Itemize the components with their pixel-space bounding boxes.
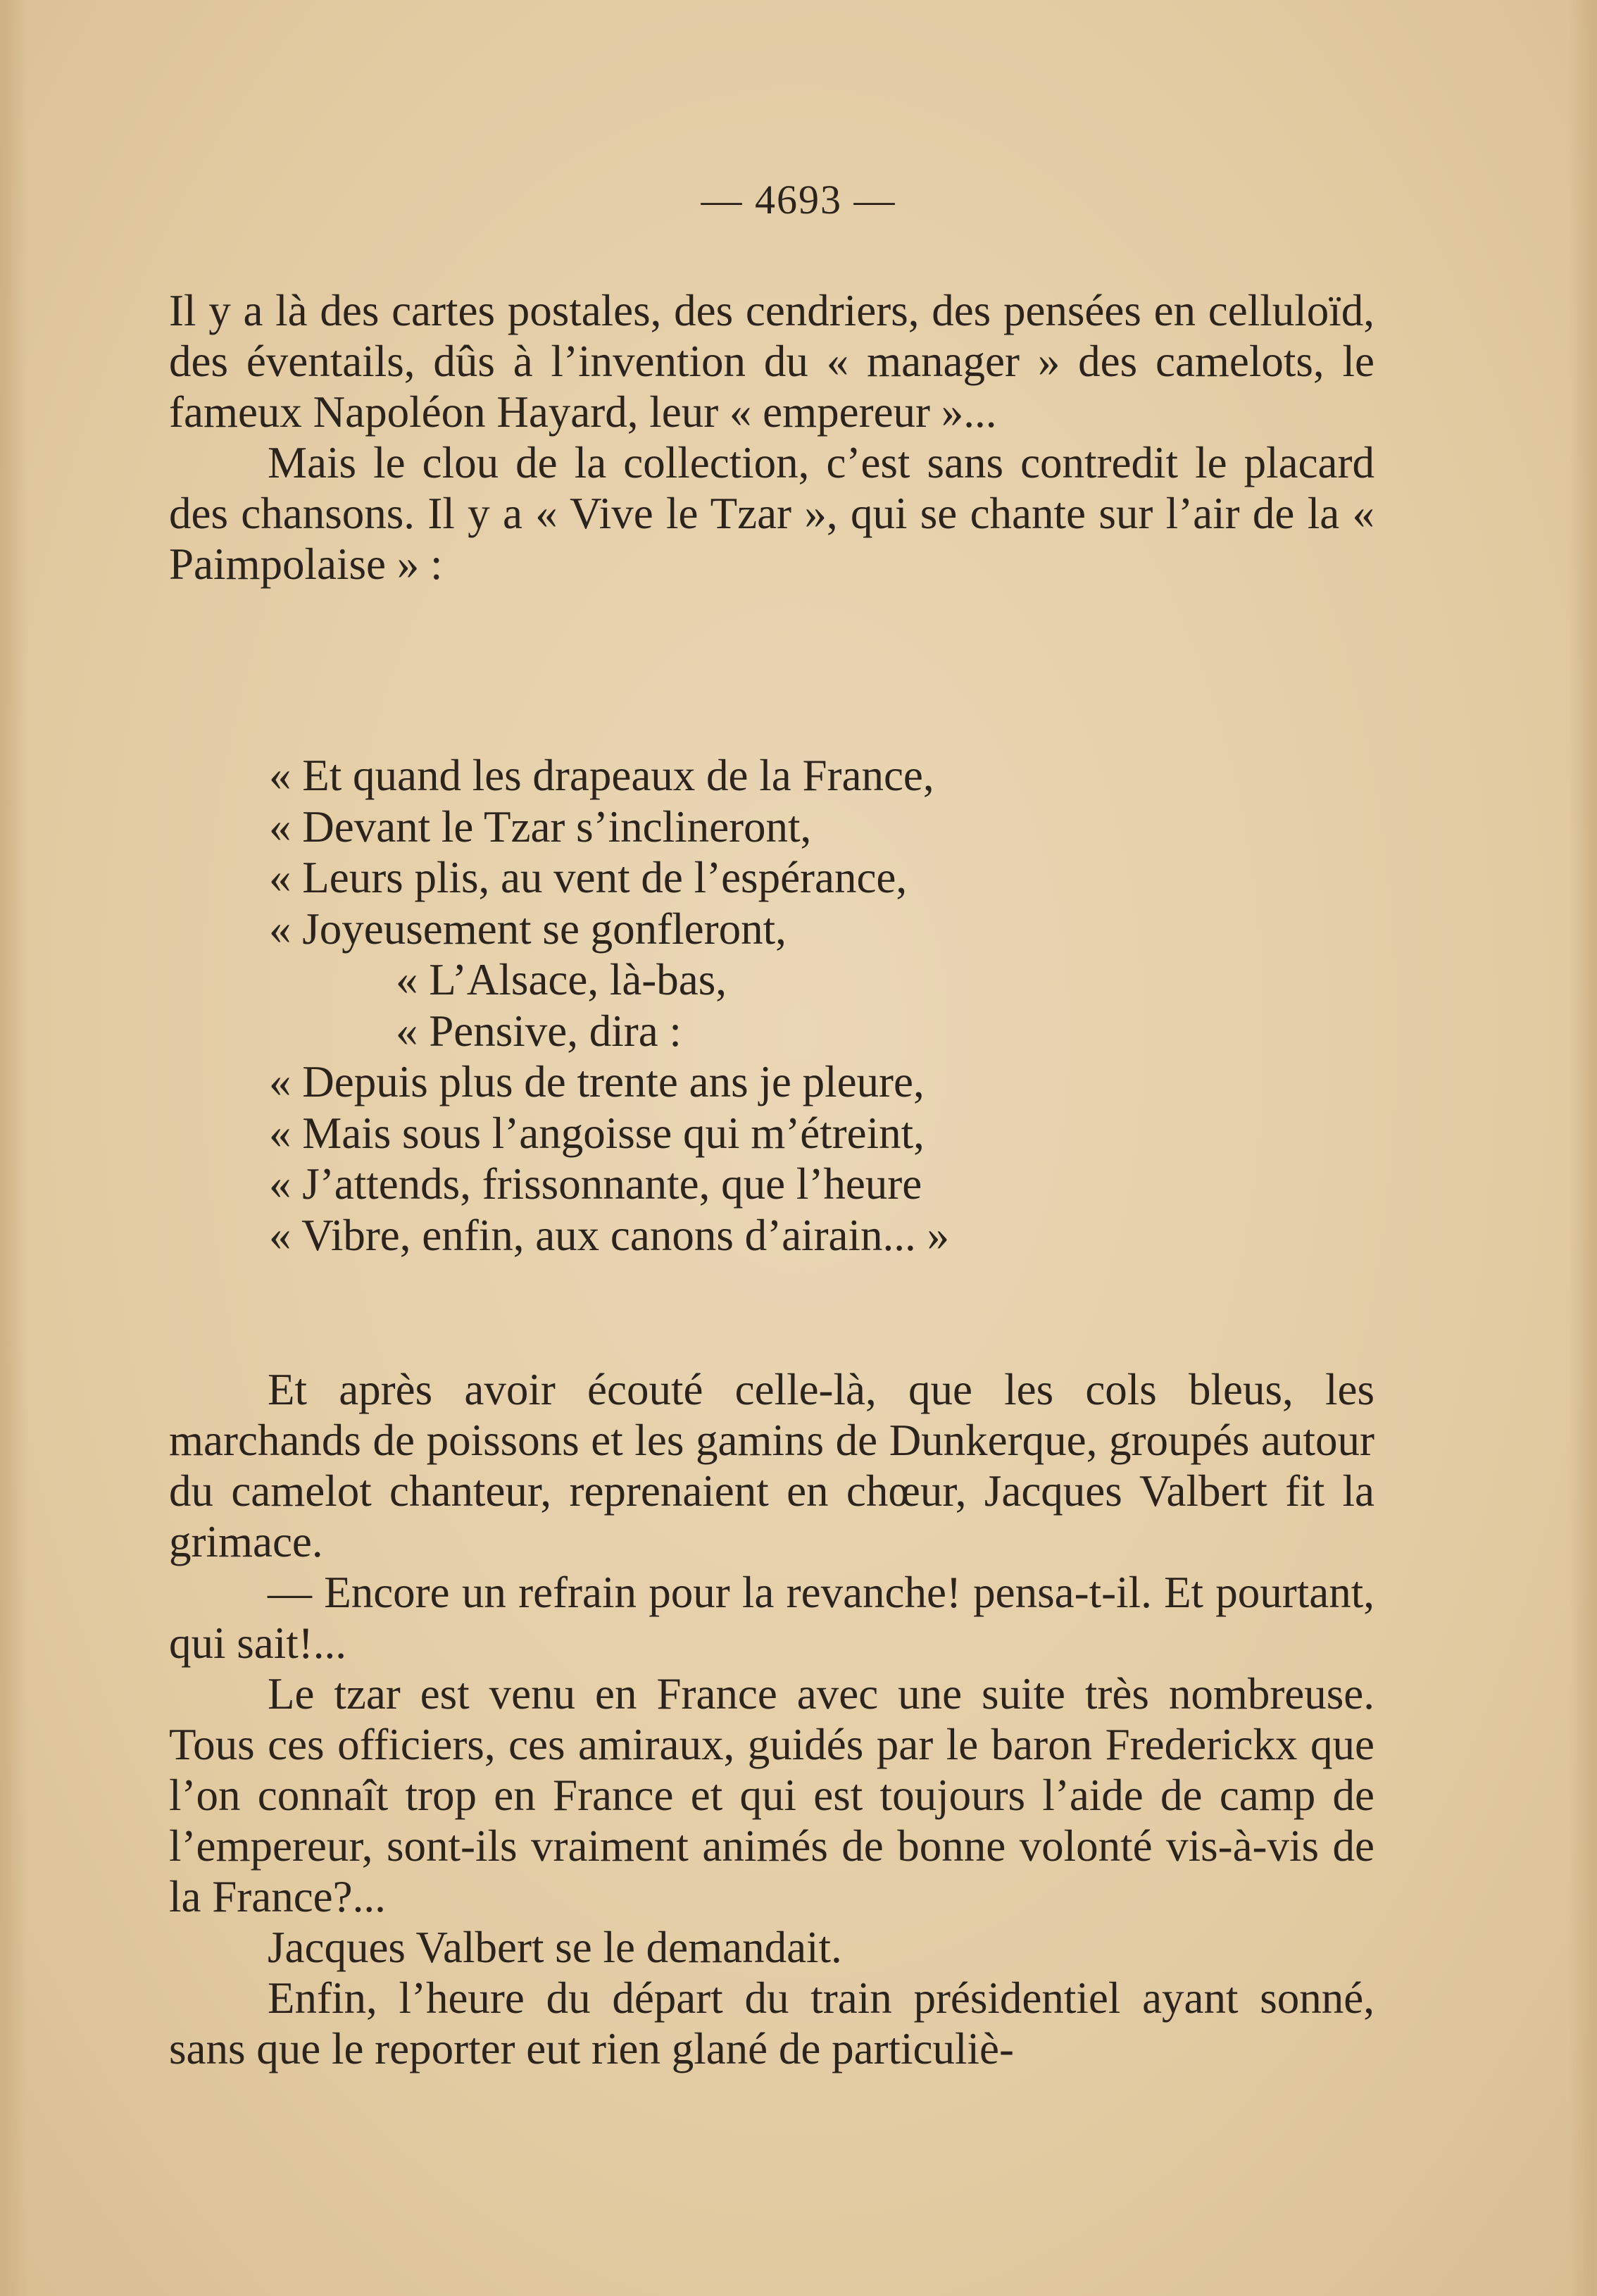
paragraph: Enfin, l’heure du départ du train présidentiel ayant sonné, sans que le reporter eut rien glané de particuliè- xyxy=(169,1973,1374,2073)
verse-line: « Et quand les drapeaux de la France, xyxy=(269,751,934,800)
paragraph: Et après avoir écouté celle-là, que les cols bleus, les marchands de poissons et les gamins de Dunkerque, groupés autour du camelot chanteur, reprenaient en chœur, Jacques Valbert fit la grimace. xyxy=(169,1365,1374,1566)
page-edge-shadow-right xyxy=(1569,0,1597,2296)
intro-text xyxy=(169,285,1374,589)
paragraph: — Encore un refrain pour la revanche! pensa-t-il. Et pourtant, qui sait!... xyxy=(169,1568,1374,1668)
verse-line: « Pensive, dira : xyxy=(396,1006,682,1056)
paragraph: Il y a là des cartes postales, des cendriers, des pensées en celluloïd, des éventails, dûs à l’invention du « manager » des camelots, le fameux Napoléon Hayard, leur « empereur »... xyxy=(169,286,1374,437)
verse-line: « J’attends, frissonnante, que l’heure xyxy=(269,1159,922,1209)
verse-line: « Devant le Tzar s’inclineront, xyxy=(269,801,812,851)
verse-line: « Joyeusement se gonfleront, xyxy=(269,904,787,954)
paragraph: Jacques Valbert se le demandait. xyxy=(268,1923,842,1972)
song-verse xyxy=(269,750,949,1261)
verse-line: « Mais sous l’angoisse qui m’étreint, xyxy=(269,1108,925,1158)
verse-line: « L’Alsace, là-bas, xyxy=(396,955,727,1004)
verse-line: « Leurs plis, au vent de l’espérance, xyxy=(269,853,908,902)
paragraph: Mais le clou de la collection, c’est sans contredit le placard des chansons. Il y a « Vive le Tzar », qui se chante sur l’air de la « Paimpolaise » : xyxy=(169,438,1374,589)
page-edge-shadow-left xyxy=(0,0,28,2296)
closing-text xyxy=(169,1364,1374,2074)
paragraph: Le tzar est venu en France avec une suite très nombreuse. Tous ces officiers, ces amiraux, guidés par le baron Frederickx que l’on connaît trop en France et qui est toujours l’aide de camp de l’empereur, sont-ils vraiment animés de bonne volonté vis-à-vis de la France?... xyxy=(169,1669,1374,1921)
page-number: — 4693 — xyxy=(701,177,896,223)
verse-line: « Vibre, enfin, aux canons d’airain... » xyxy=(269,1210,950,1260)
verse-line: « Depuis plus de trente ans je pleure, xyxy=(269,1057,925,1106)
